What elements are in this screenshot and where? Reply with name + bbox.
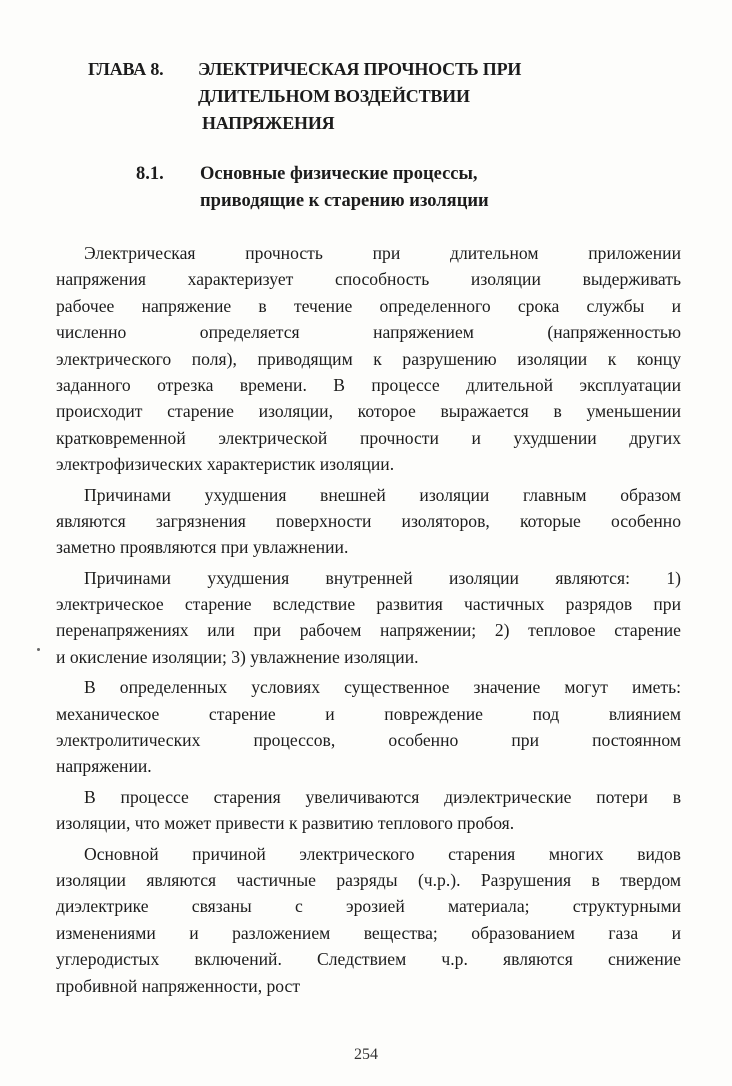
text-line: кратковременной электрической прочности и ухудшении других: [56, 427, 681, 448]
text-line: углеродистых включений. Следствием ч.р. являются снижение: [56, 949, 681, 970]
paragraph: [56, 482, 681, 561]
paragraph: [56, 841, 681, 999]
chapter-number: ГЛАВА 8.: [88, 59, 164, 79]
text-line: происходит старение изоляции, которое выражается в уменьшении: [56, 401, 681, 422]
text-line: перенапряжениях или при рабочем напряжении; 2) тепловое старение: [56, 620, 681, 641]
chapter-title-line: НАПРЯЖЕНИЯ: [202, 113, 335, 133]
text-line: заметно проявляются при увлажнении.: [56, 537, 349, 558]
paragraph: [56, 240, 681, 478]
section-title-line: приводящие к старению изоляции: [200, 191, 489, 211]
text-line: Причинами ухудшения внутренней изоляции являются: 1): [84, 567, 681, 588]
paragraph: [56, 565, 681, 671]
text-line: напряжения характеризует способность изоляции выдерживать: [56, 269, 681, 290]
chapter-title-line: ДЛИТЕЛЬНОМ ВОЗДЕЙСТВИИ: [198, 86, 470, 106]
page-number: 254: [354, 1046, 378, 1063]
chapter-title: [198, 56, 558, 137]
text-line: рабочее напряжение в течение определенного срока службы и: [56, 295, 681, 316]
section-title: [200, 161, 600, 215]
text-line: изменениями и разложением вещества; образованием газа и: [56, 922, 681, 943]
text-line: Основной причиной электрического старения многих видов: [84, 843, 681, 864]
text-line: напряжении.: [56, 756, 152, 777]
text-line: заданного отрезка времени. В процессе длительной эксплуатации: [56, 374, 681, 395]
text-line: пробивной напряженности, рост: [56, 975, 301, 996]
text-line: и окисление изоляции; 3) увлажнение изоляции.: [56, 646, 419, 667]
paragraph: [56, 784, 681, 837]
section-number: 8.1.: [136, 164, 164, 184]
text-line: изоляции, что может привести к развитию теплового пробоя.: [56, 813, 515, 834]
text-line: Причинами ухудшения внешней изоляции главным образом: [84, 484, 681, 505]
chapter-title-line: ЭЛЕКТРИЧЕСКАЯ ПРОЧНОСТЬ ПРИ: [198, 59, 522, 79]
text-line: электрическое старение вследствие развития частичных разрядов при: [56, 594, 681, 615]
body-text: [56, 240, 681, 1003]
text-line: электрофизических характеристик изоляции.: [56, 454, 395, 475]
text-line: В процессе старения увеличиваются диэлектрические потери в: [84, 786, 681, 807]
text-line: изоляции являются частичные разряды (ч.р.). Разрушения в твердом: [56, 869, 681, 890]
paragraph: [56, 674, 681, 780]
section-title-line: Основные физические процессы,: [200, 164, 478, 184]
text-line: численно определяется напряжением (напряженностью: [56, 322, 681, 343]
text-line: диэлектрике связаны с эрозией материала; структурными: [56, 896, 681, 917]
text-line: механическое старение и повреждение под влиянием: [56, 703, 681, 724]
text-line: В определенных условиях существенное значение могут иметь:: [84, 677, 681, 698]
text-line: электролитических процессов, особенно при постоянном: [56, 730, 681, 751]
text-line: Электрическая прочность при длительном приложении: [84, 243, 681, 263]
text-line: являются загрязнения поверхности изоляторов, которые особенно: [56, 510, 681, 531]
text-line: электрического поля), приводящим к разрушению изоляции к концу: [56, 348, 681, 369]
scan-speck: [37, 648, 40, 651]
